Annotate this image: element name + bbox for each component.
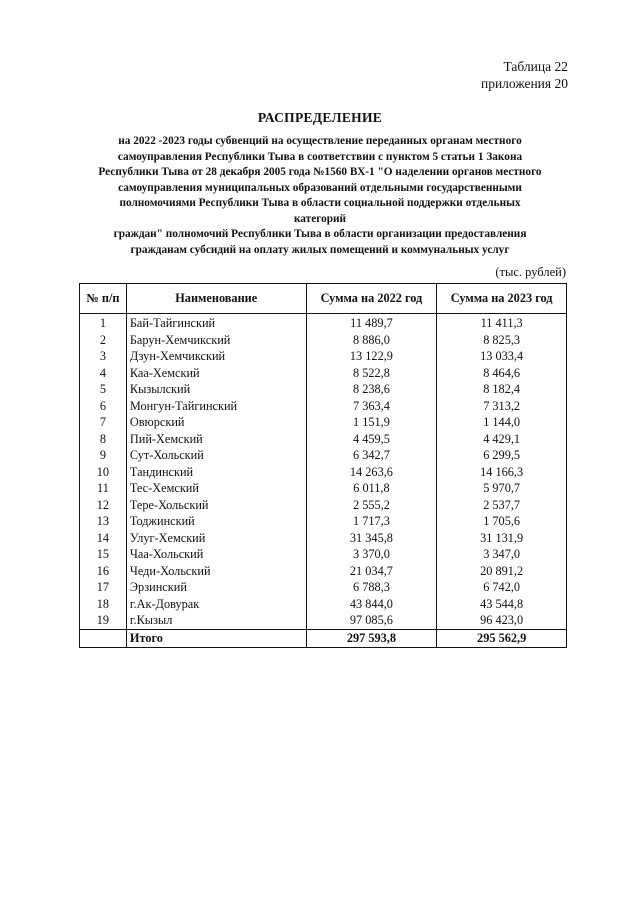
sum-2023: 1 144,0 <box>437 414 567 431</box>
units-label: (тыс. рублей) <box>495 265 566 279</box>
table-row <box>80 596 567 613</box>
row-number: 5 <box>80 381 127 398</box>
distribution-table <box>79 283 567 648</box>
municipality-name: Тандинский <box>126 464 306 481</box>
sum-2022: 43 844,0 <box>306 596 437 613</box>
sum-2022: 97 085,6 <box>306 612 437 629</box>
document-subtitle <box>96 134 544 258</box>
municipality-name: г.Ак-Довурак <box>126 596 306 613</box>
sum-2023: 1 705,6 <box>437 513 567 530</box>
sum-2022: 21 034,7 <box>306 563 437 580</box>
municipality-name: Кызылский <box>126 381 306 398</box>
table-row <box>80 546 567 563</box>
municipality-name: Тоджинский <box>126 513 306 530</box>
subtitle-line: Республики Тыва от 28 декабря 2005 года №1560 ВХ-1 "О наделении органов местного <box>98 166 542 178</box>
municipality-name: Сут-Хольский <box>126 447 306 464</box>
municipality-name: Пий-Хемский <box>126 431 306 448</box>
row-number: 12 <box>80 497 127 514</box>
sum-2022: 4 459,5 <box>306 431 437 448</box>
sum-2023: 31 131,9 <box>437 530 567 547</box>
sum-2023: 14 166,3 <box>437 464 567 481</box>
row-number: 3 <box>80 348 127 365</box>
sum-2023: 6 742,0 <box>437 579 567 596</box>
table-row <box>80 381 567 398</box>
row-number: 9 <box>80 447 127 464</box>
table-row <box>80 480 567 497</box>
row-number: 1 <box>80 314 127 332</box>
sum-2022: 2 555,2 <box>306 497 437 514</box>
municipality-name: Монгун-Тайгинский <box>126 398 306 415</box>
total-sum-2022: 297 593,8 <box>306 629 437 647</box>
sum-2023: 8 182,4 <box>437 381 567 398</box>
subtitle-line: самоуправления Республики Тыва в соответствии с пунктом 5 статьи 1 Закона <box>117 150 523 163</box>
table-header-row <box>80 284 567 314</box>
sum-2022: 14 263,6 <box>306 464 437 481</box>
column-header-sum-2022: Сумма на 2022 год <box>306 284 437 314</box>
sum-2022: 6 788,3 <box>306 579 437 596</box>
row-number: 2 <box>80 332 127 349</box>
document-title: РАСПРЕДЕЛЕНИЕ <box>257 110 383 125</box>
subtitle-line: граждан" полномочий Республики Тыва в области организации предоставления <box>113 228 527 240</box>
table-row <box>80 612 567 629</box>
table-row <box>80 513 567 530</box>
sum-2023: 11 411,3 <box>437 314 567 332</box>
sum-2022: 6 011,8 <box>306 480 437 497</box>
total-row <box>80 629 567 647</box>
municipality-name: Каа-Хемский <box>126 365 306 382</box>
table-row <box>80 365 567 382</box>
row-number: 16 <box>80 563 127 580</box>
sum-2023: 20 891,2 <box>437 563 567 580</box>
total-sum-2023: 295 562,9 <box>437 629 567 647</box>
row-number: 6 <box>80 398 127 415</box>
municipality-name: Дзун-Хемчикский <box>126 348 306 365</box>
table-row <box>80 414 567 431</box>
row-number: 15 <box>80 546 127 563</box>
subtitle-line: самоуправления муниципальных образований отдельными государственными <box>118 181 522 194</box>
row-number: 11 <box>80 480 127 497</box>
sum-2022: 8 238,6 <box>306 381 437 398</box>
subtitle-line: гражданам субсидий на оплату жилых помещений и коммунальных услуг <box>130 243 510 256</box>
municipality-name: Улуг-Хемский <box>126 530 306 547</box>
table-row <box>80 332 567 349</box>
sum-2022: 1 151,9 <box>306 414 437 431</box>
sum-2022: 1 717,3 <box>306 513 437 530</box>
sum-2023: 13 033,4 <box>437 348 567 365</box>
municipality-name: г.Кызыл <box>126 612 306 629</box>
sum-2022: 11 489,7 <box>306 314 437 332</box>
sum-2023: 4 429,1 <box>437 431 567 448</box>
sum-2023: 96 423,0 <box>437 612 567 629</box>
municipality-name: Тере-Хольский <box>126 497 306 514</box>
municipality-name: Чеди-Хольский <box>126 563 306 580</box>
total-label: Итого <box>126 629 306 647</box>
municipality-name: Тес-Хемский <box>126 480 306 497</box>
row-number: 19 <box>80 612 127 629</box>
sum-2023: 2 537,7 <box>437 497 567 514</box>
column-header-name: Наименование <box>126 284 306 314</box>
row-number: 10 <box>80 464 127 481</box>
table-row <box>80 398 567 415</box>
sum-2022: 7 363,4 <box>306 398 437 415</box>
table-row <box>80 530 567 547</box>
column-header-number: № п/п <box>80 284 127 314</box>
table-row <box>80 447 567 464</box>
municipality-name: Бай-Тайгинский <box>126 314 306 332</box>
sum-2022: 8 522,8 <box>306 365 437 382</box>
sum-2022: 31 345,8 <box>306 530 437 547</box>
table-reference: Таблица 22 <box>503 59 568 74</box>
table-row <box>80 497 567 514</box>
sum-2023: 7 313,2 <box>437 398 567 415</box>
sum-2022: 6 342,7 <box>306 447 437 464</box>
row-number: 8 <box>80 431 127 448</box>
sum-2023: 8 825,3 <box>437 332 567 349</box>
total-number-cell <box>80 629 127 647</box>
row-number: 13 <box>80 513 127 530</box>
municipality-name: Эрзинский <box>126 579 306 596</box>
table-row <box>80 314 567 332</box>
table-row <box>80 579 567 596</box>
municipality-name: Овюрский <box>126 414 306 431</box>
municipality-name: Барун-Хемчикский <box>126 332 306 349</box>
sum-2023: 43 544,8 <box>437 596 567 613</box>
table-row <box>80 348 567 365</box>
sum-2022: 3 370,0 <box>306 546 437 563</box>
sum-2023: 3 347,0 <box>437 546 567 563</box>
sum-2023: 8 464,6 <box>437 365 567 382</box>
table-row <box>80 563 567 580</box>
row-number: 7 <box>80 414 127 431</box>
sum-2022: 13 122,9 <box>306 348 437 365</box>
sum-2023: 6 299,5 <box>437 447 567 464</box>
sum-2022: 8 886,0 <box>306 332 437 349</box>
subtitle-line: полномочиями Республики Тыва в области социальной поддержки отдельных категорий <box>119 197 521 225</box>
row-number: 4 <box>80 365 127 382</box>
appendix-reference: приложения 20 <box>480 76 568 91</box>
table-row <box>80 431 567 448</box>
row-number: 14 <box>80 530 127 547</box>
sum-2023: 5 970,7 <box>437 480 567 497</box>
column-header-sum-2023: Сумма на 2023 год <box>437 284 567 314</box>
subtitle-line: на 2022 -2023 годы субвенций на осуществление переданных органам местного <box>118 135 522 147</box>
row-number: 18 <box>80 596 127 613</box>
municipality-name: Чаа-Хольский <box>126 546 306 563</box>
table-row <box>80 464 567 481</box>
row-number: 17 <box>80 579 127 596</box>
